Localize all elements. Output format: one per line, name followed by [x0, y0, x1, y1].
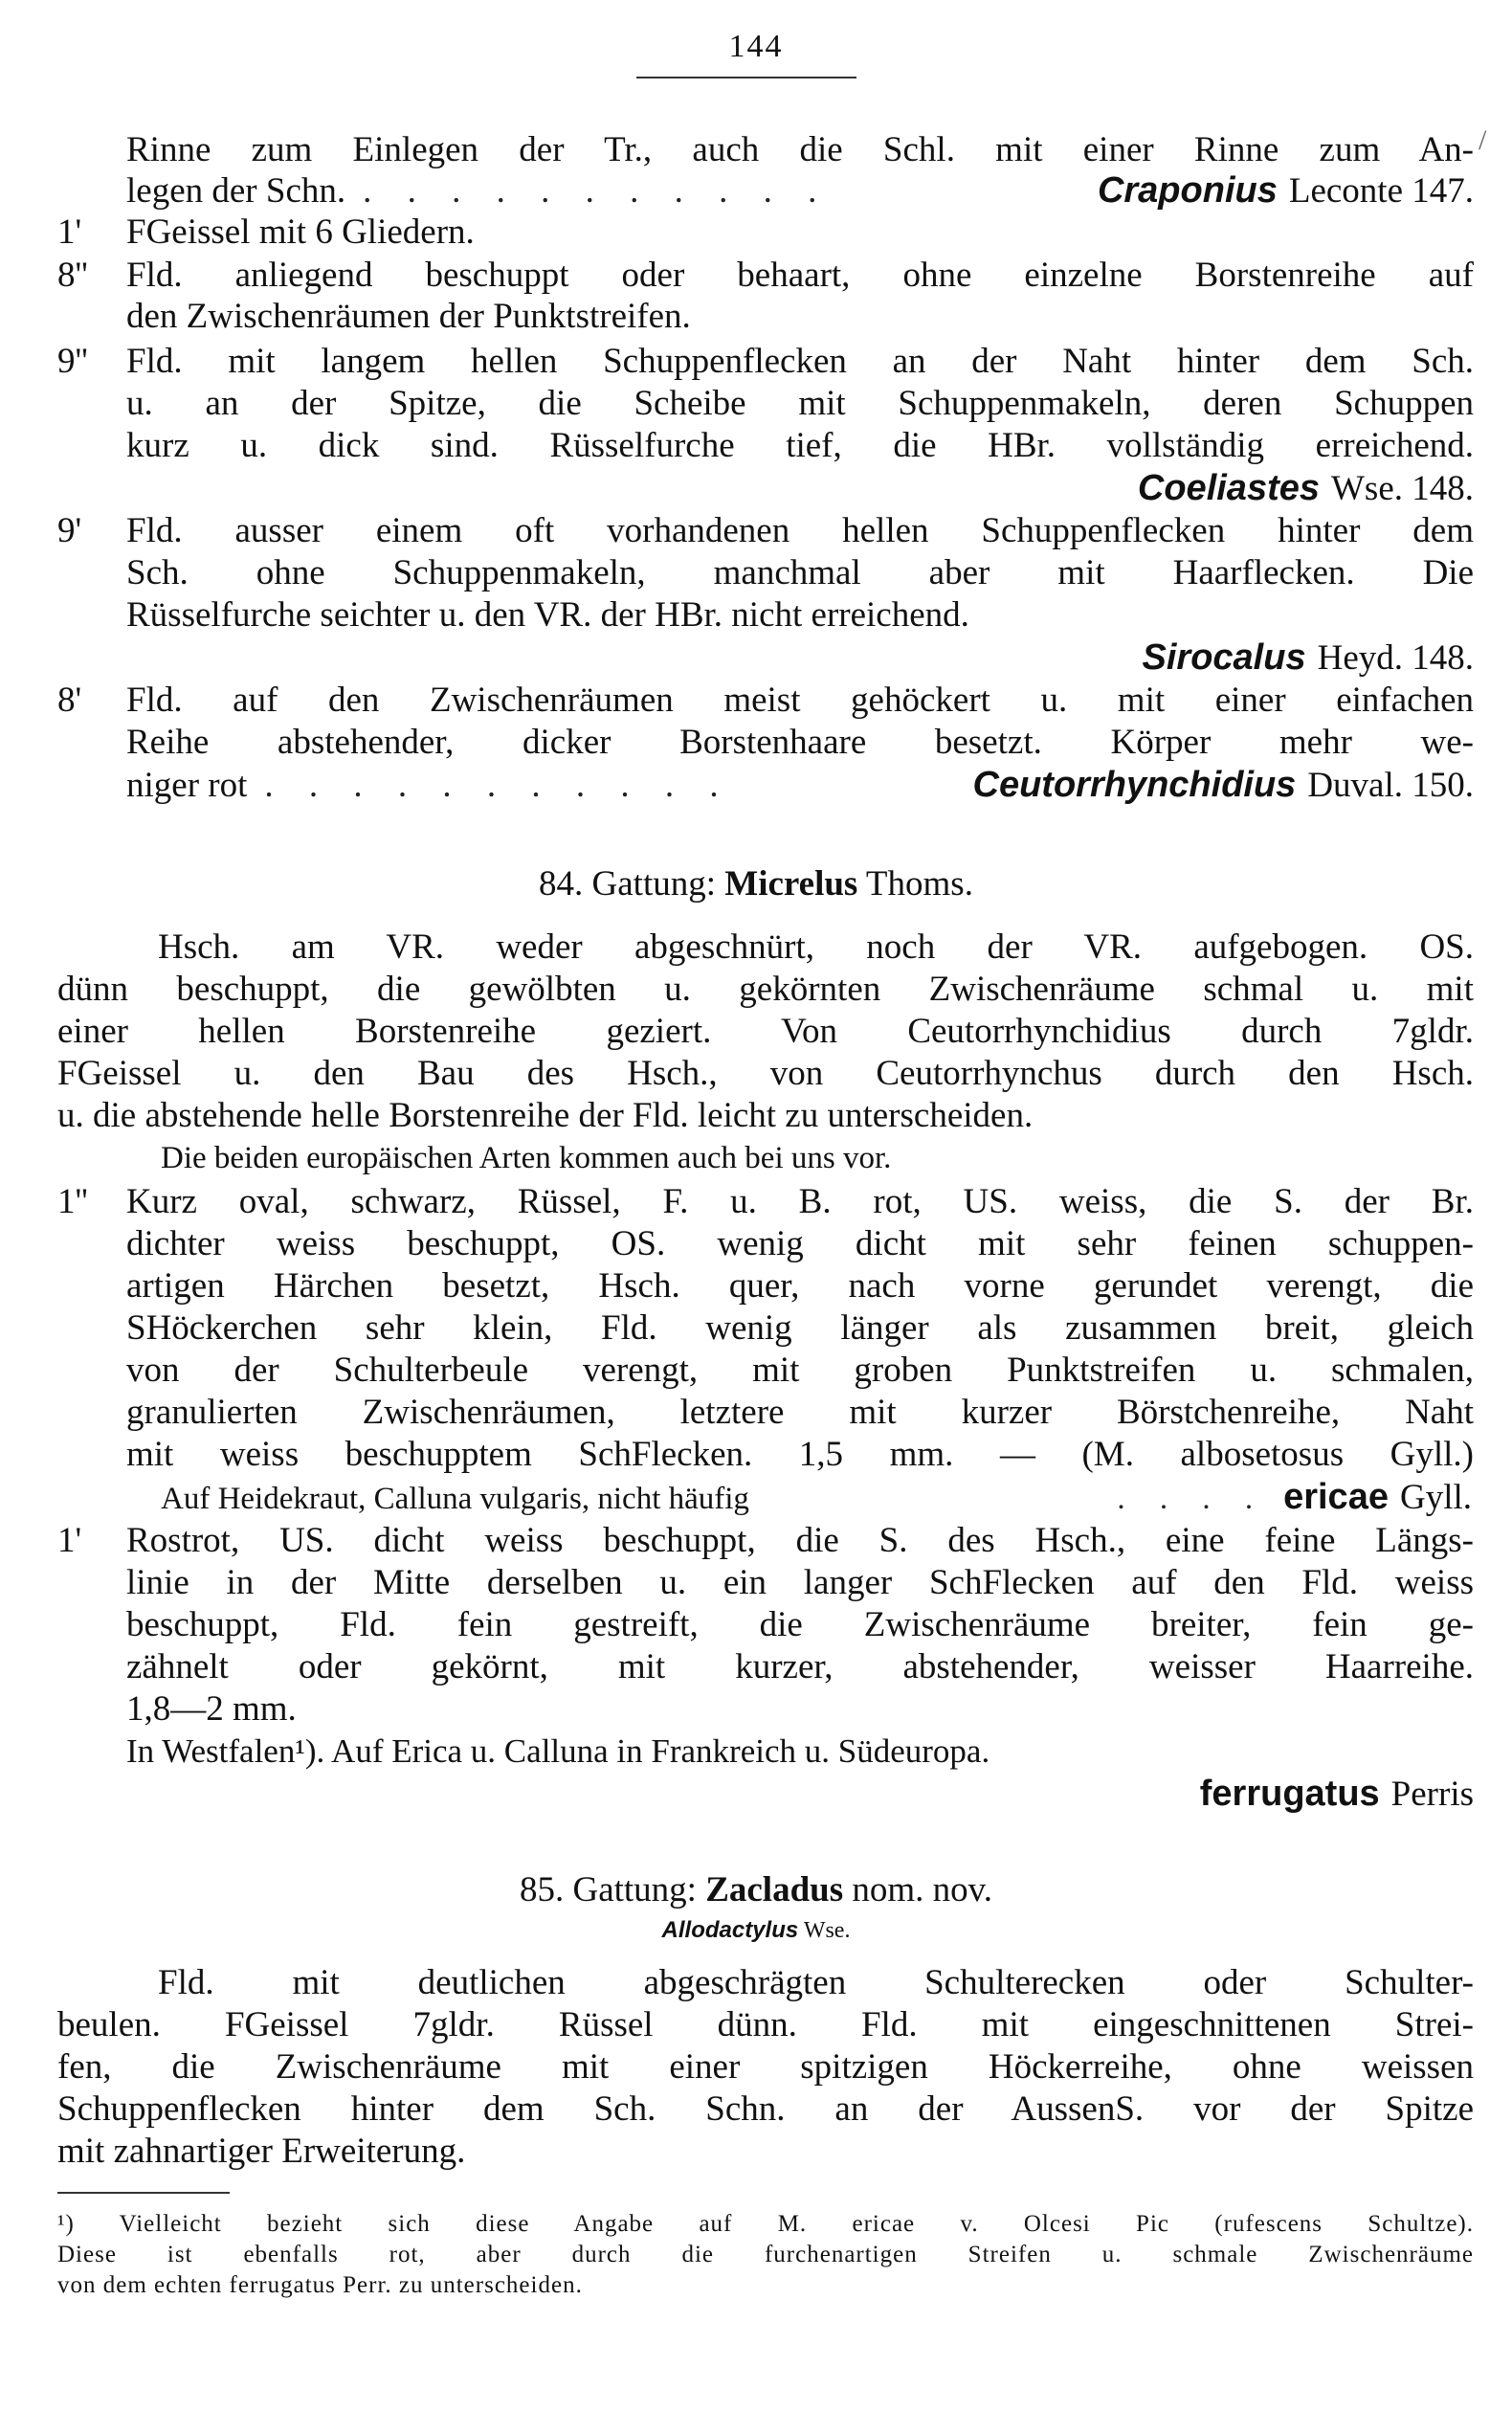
heading-author: Thoms. [865, 864, 973, 904]
key-line: Fld. auf den Zwischenräumen meist gehöckert u. mit einer einfachen [126, 681, 1474, 720]
description-line: beulen. FGeissel 7gldr. Rüssel dünn. Fld. mit eingeschnittenen Strei- [57, 2005, 1474, 2044]
heading-author: nom. nov. [852, 1870, 993, 1909]
genus-author: Duval. 150. [1307, 766, 1474, 805]
footnote-line: ¹) Vielleicht bezieht sich diese Angabe auf M. ericae v. Olcesi Pic (rufescens Schultze). [57, 2211, 1474, 2237]
leader-dots: . . . . . . . . . . . [363, 171, 831, 211]
key-line: artigen Härchen besetzt, Hsch. quer, nach vorne gerundet verengt, die [126, 1266, 1474, 1306]
key-line: granulierten Zwischenräumen, letztere mit kurzer Börstchenreihe, Naht [126, 1393, 1474, 1432]
synonym-author: Wse. [803, 1918, 851, 1943]
description-line: fen, die Zwischenräume mit einer spitzigen Höckerreihe, ohne weissen [57, 2047, 1474, 2087]
key-line: von der Schulterbeule verengt, mit groben Punktstreifen u. schmalen, [126, 1351, 1474, 1390]
habitat-text: Auf Heidekraut, Calluna vulgaris, nicht häufig [161, 1482, 749, 1516]
leader-dots: . . . . . . . . . . . [264, 766, 732, 805]
species-name: ferrugatus [1199, 1774, 1380, 1814]
heading-genus: Zacladus [705, 1870, 844, 1909]
species-name: ericae [1283, 1477, 1389, 1517]
footnote-line: Diese ist ebenfalls rot, aber durch die furchenartigen Streifen u. schmale Zwischenräume [57, 2242, 1474, 2267]
description-line: mit zahnartiger Erweiterung. [57, 2132, 466, 2171]
key-line: 1,8—2 mm. [126, 1689, 297, 1729]
genus-name: Sirocalus [1142, 637, 1306, 678]
heading-genus: Micrelus [724, 864, 858, 904]
page-number: 144 [728, 29, 784, 64]
genus-author: Heyd. 148. [1317, 638, 1474, 678]
header-rule [636, 77, 856, 78]
note-line: Die beiden europäischen Arten kommen auch bei uns vor. [161, 1141, 892, 1175]
couplet-number: 1' [57, 212, 82, 252]
key-line: Rostrot, US. dicht weiss beschuppt, die S. des Hsch., eine feine Längs- [126, 1521, 1474, 1560]
key-line-sirocalus [126, 636, 1474, 680]
key-line-ericae [161, 1476, 1472, 1520]
description-line: dünn beschuppt, die gewölbten u. gekörnten Zwischenräume schmal u. mit [57, 970, 1474, 1009]
key-line-ferrugatus [57, 1773, 1474, 1816]
description-line: Schuppenflecken hinter dem Sch. Schn. an der AussenS. vor der Spitze [57, 2089, 1474, 2129]
genus-heading-84 [0, 863, 1512, 905]
key-line: dichter weiss beschuppt, OS. wenig dicht mit sehr feinen schuppen- [126, 1224, 1474, 1263]
synonym-line [0, 1916, 1512, 1945]
genus-name: Ceutorrhynchidius [972, 765, 1297, 805]
description-line: u. die abstehende helle Borstenreihe der Fld. leicht zu unterscheiden. [57, 1096, 1034, 1135]
key-line-ceutorrhynchidius [126, 764, 1474, 807]
key-line: Fld. ausser einem oft vorhandenen hellen Schuppenflecken hinter dem [126, 511, 1474, 550]
margin-mark: / [1479, 124, 1487, 156]
key-text: niger rot [126, 766, 248, 805]
synonym-name: Allodactylus [661, 1917, 799, 1943]
key-line: FGeissel mit 6 Gliedern. [126, 212, 475, 252]
couplet-number: 8'' [57, 256, 88, 295]
key-line: Fld. anliegend beschuppt oder behaart, ohne einzelne Borstenreihe auf [126, 256, 1474, 295]
heading-prefix: 85. Gattung: [519, 1870, 697, 1909]
key-line: kurz u. dick sind. Rüsselfurche tief, die HBr. vollständig erreichend. [126, 426, 1474, 465]
key-line: Kurz oval, schwarz, Rüssel, F. u. B. rot, US. weiss, die S. der Br. [126, 1182, 1474, 1221]
couplet-number: 9'' [57, 342, 88, 381]
key-line: Sch. ohne Schuppenmakeln, manchmal aber mit Haarflecken. Die [126, 553, 1474, 592]
couplet-number: 1'' [57, 1182, 88, 1221]
description-line: einer hellen Borstenreihe geziert. Von Ceutorrhynchidius durch 7gldr. [57, 1012, 1474, 1051]
genus-author: Leconte 147. [1288, 171, 1474, 211]
key-line: zähnelt oder gekörnt, mit kurzer, abstehender, weisser Haarreihe. [126, 1647, 1474, 1686]
key-line: Rüsselfurche seichter u. den VR. der HBr. nicht erreichend. [126, 595, 969, 635]
heading-prefix: 84. Gattung: [539, 864, 717, 904]
key-line: SHöckerchen sehr klein, Fld. wenig länger als zusammen breit, gleich [126, 1308, 1474, 1348]
genus-name: Coeliastes [1137, 468, 1320, 508]
couplet-number: 8' [57, 681, 82, 720]
key-line: Rinne zum Einlegen der Tr., auch die Schl. mit einer Rinne zum An- [126, 130, 1474, 169]
description-line: FGeissel u. den Bau des Hsch., von Ceutorrhynchus durch den Hsch. [57, 1054, 1474, 1093]
key-line: mit weiss beschupptem SchFlecken. 1,5 mm. — (M. albosetosus Gyll.) [126, 1435, 1474, 1474]
couplet-number: 1' [57, 1521, 82, 1560]
species-author: Gyll. [1399, 1478, 1472, 1517]
leader-dots: . . . . [1117, 1482, 1267, 1516]
genus-heading-85 [0, 1869, 1512, 1911]
habitat-line: In Westfalen¹). Auf Erica u. Calluna in Frankreich u. Südeuropa. [126, 1732, 990, 1770]
key-line: Reihe abstehender, dicker Borstenhaare besetzt. Körper mehr we- [126, 723, 1474, 762]
key-line: u. an der Spitze, die Scheibe mit Schuppenmakeln, deren Schuppen [126, 384, 1474, 423]
footnote-line: von dem echten ferrugatus Perr. zu unterscheiden. [57, 2272, 583, 2298]
genus-name: Craponius [1097, 170, 1278, 211]
footnote-rule [57, 2192, 230, 2194]
description-line: Fld. mit deutlichen abgeschrägten Schulterecken oder Schulter- [158, 1963, 1474, 2002]
key-text: legen der Schn. [126, 171, 346, 211]
key-line: den Zwischenräumen der Punktstreifen. [126, 297, 691, 336]
key-line-craponius [126, 169, 1474, 212]
couplet-number: 9' [57, 511, 82, 550]
description-line: Hsch. am VR. weder abgeschnürt, noch der VR. aufgebogen. OS. [158, 927, 1474, 967]
species-author: Perris [1390, 1775, 1474, 1814]
key-line: Fld. mit langem hellen Schuppenflecken an der Naht hinter dem Sch. [126, 342, 1474, 381]
key-line-coeliastes [126, 467, 1474, 510]
key-line: linie in der Mitte derselben u. ein langer SchFlecken auf den Fld. weiss [126, 1563, 1474, 1602]
genus-author: Wse. 148. [1331, 469, 1474, 508]
key-line: beschuppt, Fld. fein gestreift, die Zwischenräume breiter, fein ge- [126, 1605, 1474, 1644]
